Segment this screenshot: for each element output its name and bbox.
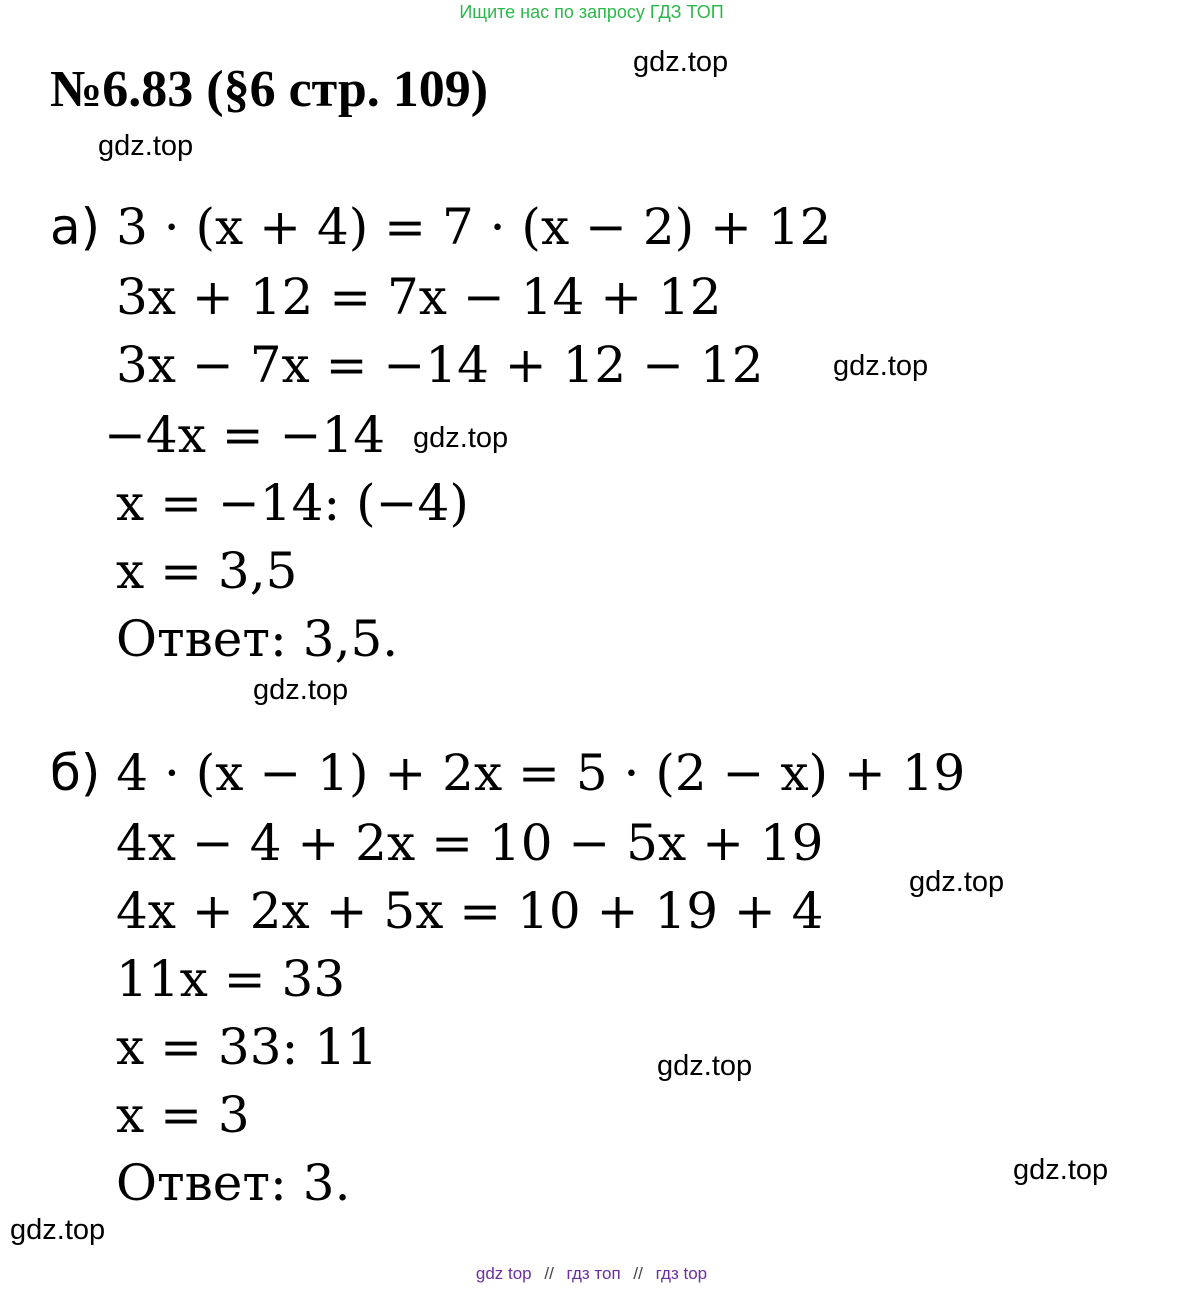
part-b-equation [50, 744, 966, 802]
part-a-line: x = −14: (−4) [116, 474, 469, 532]
part-b-label: б) [50, 744, 101, 802]
footer-separator: // [633, 1264, 643, 1283]
watermark: gdz.top [10, 1214, 106, 1246]
part-a-line: x = 3,5 [116, 542, 298, 600]
part-b-line: x = 33: 11 [116, 1018, 378, 1076]
footer-links [0, 1264, 1183, 1284]
footer-link[interactable]: gdz top [475, 1264, 532, 1283]
watermark: gdz.top [657, 1050, 753, 1082]
footer-link[interactable]: гдз top [655, 1264, 708, 1283]
part-a-line: 3 · (x + 4) = 7 · (x − 2) + 12 [116, 198, 832, 256]
footer-separator: // [544, 1264, 554, 1283]
watermark: gdz.top [633, 46, 729, 78]
footer-link[interactable]: гдз топ [566, 1264, 621, 1283]
part-b-answer: Ответ: 3. [116, 1154, 351, 1212]
part-a-line: 3x + 12 = 7x − 14 + 12 [116, 268, 722, 326]
part-a-label: а) [50, 198, 101, 256]
part-a-answer: Ответ: 3,5. [116, 610, 399, 668]
part-b-line: x = 3 [116, 1086, 250, 1144]
part-b-line: 11x = 33 [116, 950, 346, 1008]
part-a-equation [50, 198, 832, 256]
watermark: gdz.top [1013, 1154, 1109, 1186]
watermark: gdz.top [833, 350, 929, 382]
watermark: gdz.top [413, 422, 509, 454]
part-b-line: 4x − 4 + 2x = 10 − 5x + 19 [116, 814, 824, 872]
part-b-line: 4 · (x − 1) + 2x = 5 · (2 − x) + 19 [116, 744, 966, 802]
part-a-line: 3x − 7x = −14 + 12 − 12 [116, 336, 764, 394]
part-b-line: 4x + 2x + 5x = 10 + 19 + 4 [116, 882, 824, 940]
page-title: №6.83 (§6 стр. 109) [50, 61, 489, 118]
part-a-line: −4x = −14 [104, 406, 386, 464]
watermark: gdz.top [253, 674, 349, 706]
watermark: gdz.top [98, 130, 194, 162]
watermark: gdz.top [909, 866, 1005, 898]
search-banner: Ищите нас по запросу ГДЗ ТОП [459, 2, 724, 22]
